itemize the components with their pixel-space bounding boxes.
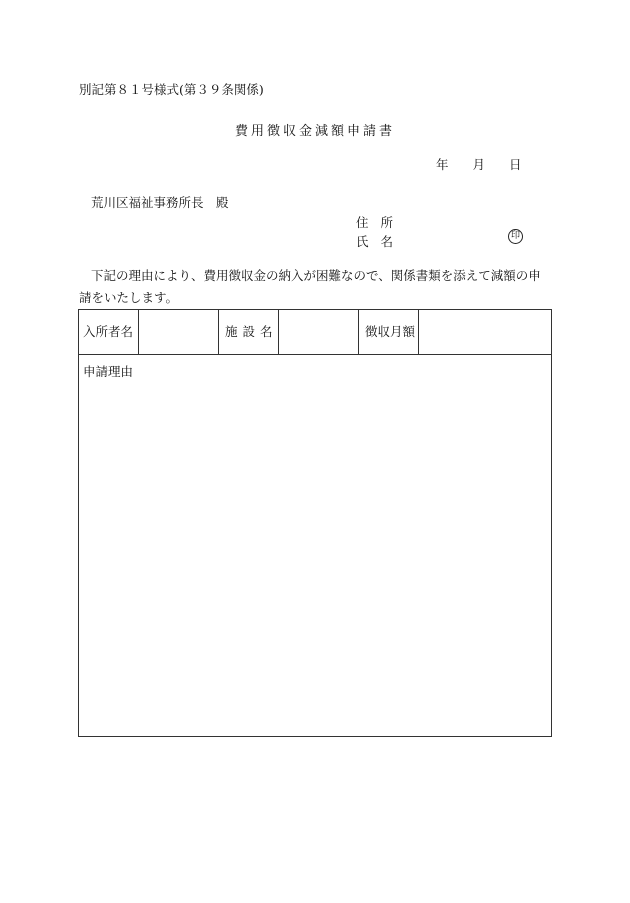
date-month: 月 [472,157,486,172]
facility-name-label: 施設名 [219,310,279,354]
reason-label: 申請理由 [83,364,134,379]
monthly-amount-field[interactable] [419,310,551,354]
resident-name-field[interactable] [139,310,219,354]
address-label: 住所 [356,215,406,230]
date-block [436,155,522,173]
seal-mark: 印 [508,229,523,244]
resident-name-label: 入所者名 [79,310,139,354]
facility-name-field[interactable] [279,310,359,354]
addressee: 荒川区福祉事務所長 殿 [91,195,229,210]
page-title: 費用徴収金減額申請書 [234,124,395,139]
date-day: 日 [509,157,522,172]
form-number: 別記第８１号様式(第３９条関係) [79,82,264,97]
table-header-row [79,310,551,355]
name-label: 氏名 [356,234,406,249]
date-year: 年 [436,157,449,172]
monthly-amount-label: 徴収月額 [359,310,419,354]
statement-text: 下記の理由により、費用徴収金の納入が困難なので、関係書類を添えて減額の申請をいたします。 [79,268,541,305]
application-table [78,309,552,737]
